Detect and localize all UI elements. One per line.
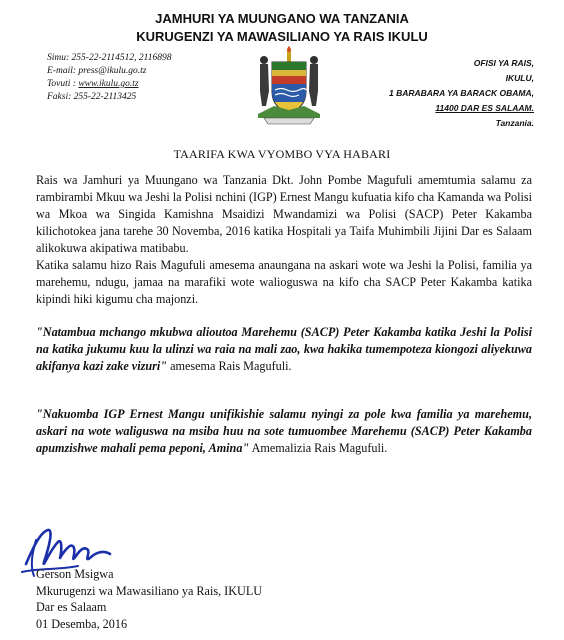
letterhead-line-2: KURUGENZI YA MAWASILIANO YA RAIS IKULU — [136, 29, 428, 44]
address-line-4: 11400 DAR ES SALAAM. — [435, 103, 534, 113]
signature-block — [36, 566, 262, 632]
website-text: Tovuti : www.ikulu.go.tz — [47, 79, 139, 89]
paragraph-4 — [36, 406, 532, 457]
letterhead-line-1: JAMHURI YA MUUNGANO WA TANZANIA — [155, 11, 409, 26]
quote-1: "Natambua mchango mkubwa alioutoa Marehemu (SACP) Peter Kakamba katika Jeshi la Polisi na katika jukumu kuu la ulinzi wa raia na mali zao, kwa hakika tumempoteza kiongozi aliyekuwa akifanya kazi zake vizuri" — [36, 325, 532, 373]
phone-text: Simu: 255-22-2114512, 2116898 — [47, 53, 172, 63]
signing-date: 01 Desemba, 2016 — [36, 616, 128, 631]
document-title: TAARIFA KWA VYOMBO VYA HABARI — [173, 147, 391, 161]
coat-of-arms-icon — [254, 46, 324, 126]
signatory-name: Gerson Msigwa — [36, 567, 114, 581]
address-line-2: IKULU, — [505, 73, 534, 83]
quote-2-attribution: Amemalizia Rais Magufuli. — [249, 441, 388, 455]
paragraph-3 — [36, 324, 532, 375]
signatory-position: Mkurugenzi wa Mawasiliano ya Rais, IKULU — [36, 583, 263, 598]
contact-right — [389, 56, 534, 131]
paragraph-1: Rais wa Jamhuri ya Muungano wa Tanzania Dkt. John Pombe Magufuli amemtumia salamu za rambirambi Mkuu wa Jeshi la Polisi nchini (IGP) Ernest Mangu kufuatia kifo cha Kamanda wa Polisi wa Mkoa wa Singida Kamishna Msaidizi Mwandamizi wa Polisi (SACP) Peter Kakamba kilichotokea jana tarehe 30 Novemba, 2016 katika Hospitali ya Taifa Muhimbili Jijini Dar es Salaam alikokuwa akipatiwa matibabu. — [36, 173, 532, 255]
signing-place: Dar es Salaam — [36, 600, 107, 614]
quote-2: "Nakuomba IGP Ernest Mangu unifikishie salamu nyingi za pole kwa familia ya marehemu, askari na wote waliguswa na msiba huu na sote tumuombee Marehemu (SACP) Peter Kakamba apumzishwe mahali pema peponi, Amina" — [36, 407, 532, 455]
letterhead — [0, 10, 564, 46]
quote-1-attribution: amesema Rais Magufuli. — [167, 359, 292, 373]
address-line-1: OFISI YA RAIS, — [473, 58, 534, 68]
address-line-3: 1 BARABARA YA BARACK OBAMA, — [389, 88, 534, 98]
paragraph-2: Katika salamu hizo Rais Magufuli amesema anaungana na askari wote wa Jeshi la Polisi, familia ya marehemu, ndugu, jamaa na marafiki wote walioguswa na kifo cha SACP Peter Kakamba katika kipindi hiki kigumu cha majonzi. — [36, 258, 532, 306]
contact-left — [47, 52, 171, 104]
fax-text: Faksi: 255-22-2113425 — [47, 92, 137, 102]
address-line-5: Tanzania. — [495, 118, 534, 128]
website-link[interactable]: www.ikulu.go.tz — [78, 79, 139, 89]
email-text: E-mail: press@ikulu.go.tz — [47, 66, 147, 76]
